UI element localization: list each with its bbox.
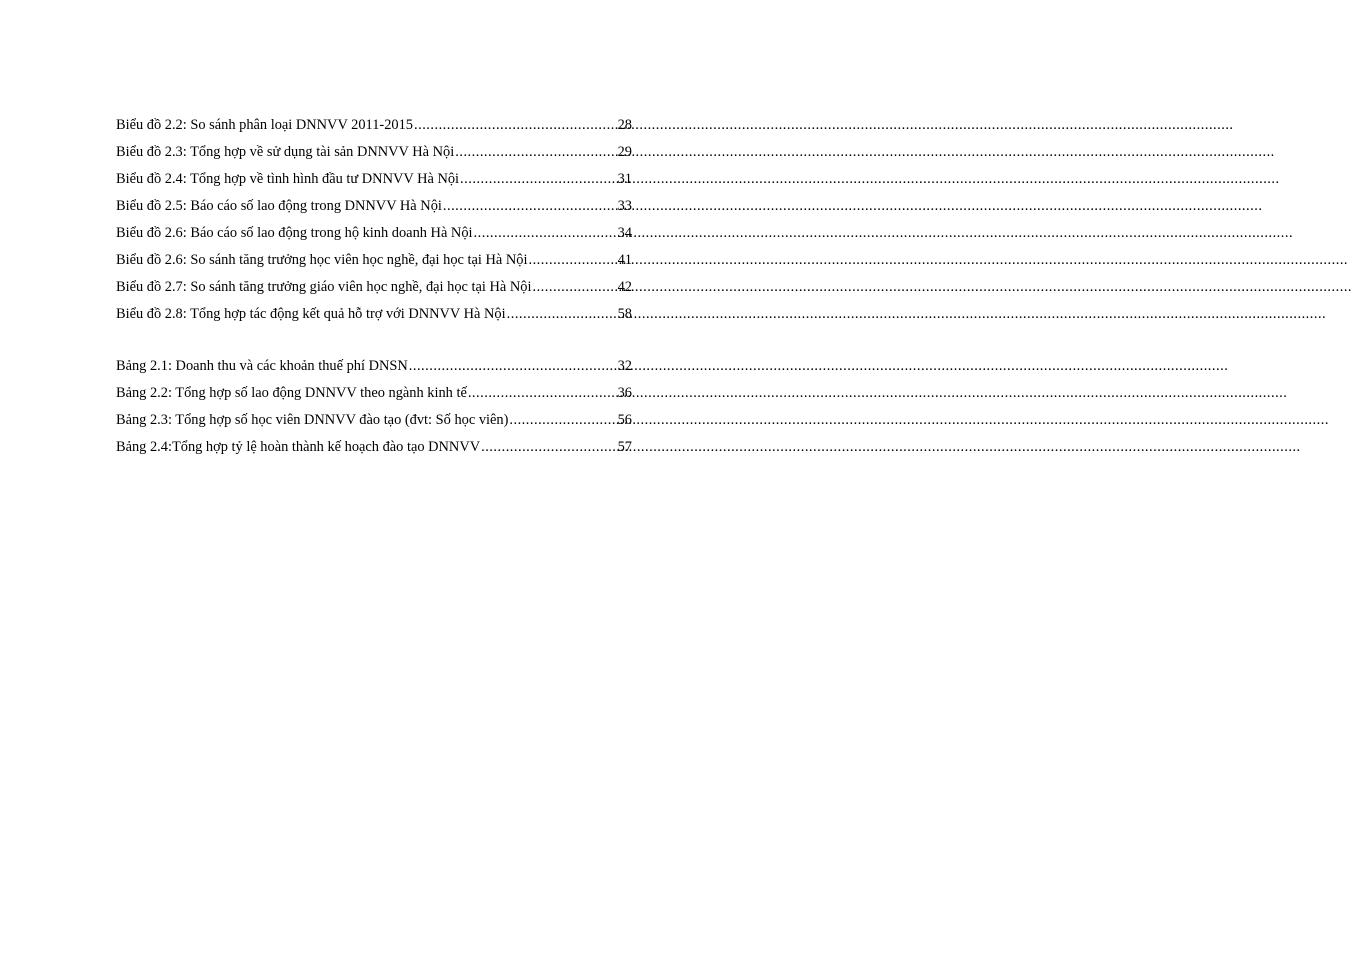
toc-entry (116, 142, 632, 169)
toc-entry (116, 356, 632, 383)
toc-entry-title: Biểu đồ 2.3: Tổng hợp về sử dụng tài sản DNNVV Hà Nội (116, 144, 455, 160)
toc-entry-title: Biểu đồ 2.4: Tổng hợp về tình hình đầu tư DNNVV Hà Nội (116, 171, 460, 187)
toc-entry-title: Bảng 2.1: Doanh thu và các khoản thuế phí DNSN (116, 358, 408, 374)
toc-entry-title: Biểu đồ 2.8: Tổng hợp tác động kết quả hỗ trợ với DNNVV Hà Nội (116, 306, 506, 322)
table-list (116, 356, 632, 464)
chart-list (116, 115, 632, 331)
dot-leader (414, 115, 617, 135)
toc-entry (116, 223, 632, 250)
toc-entry-page: 34 (617, 225, 632, 241)
dot-leader (474, 223, 617, 243)
toc-entry (116, 277, 632, 304)
toc-entry-title: Biểu đồ 2.7: So sánh tăng trưởng giáo viên học nghề, đại học tại Hà Nội (116, 279, 532, 295)
dot-leader (528, 250, 616, 270)
toc-entry-title: Bảng 2.4:Tổng hợp tỷ lệ hoàn thành kế hoạch đào tạo DNNVV (116, 439, 481, 455)
dot-leader (481, 437, 617, 457)
dot-leader (455, 142, 616, 162)
toc-entry-title: Biểu đồ 2.5: Báo cáo số lao động trong DNNVV Hà Nội (116, 198, 442, 214)
toc-entry (116, 383, 632, 410)
toc-entry (116, 304, 632, 331)
toc-entry (116, 410, 632, 437)
dot-leader (443, 196, 617, 216)
toc-entry-page: 36 (617, 385, 632, 401)
toc-entry-page: 29 (617, 144, 632, 160)
toc-entry-page: 57 (617, 439, 632, 455)
toc-entry-page: 33 (617, 198, 632, 214)
toc-entry (116, 437, 632, 464)
toc-entry-page: 41 (617, 252, 632, 268)
toc-entry (116, 115, 632, 142)
toc-entry-page: 32 (617, 358, 632, 374)
toc-entry (116, 169, 632, 196)
dot-leader (509, 410, 616, 430)
dot-leader (460, 169, 617, 189)
toc-entry-title: Bảng 2.3: Tổng hợp số học viên DNNVV đào tạo (đvt: Số học viên) (116, 412, 509, 428)
toc-entry-page: 28 (617, 117, 632, 133)
dot-leader (507, 304, 617, 324)
toc-entry-page: 58 (617, 306, 632, 322)
toc-entry (116, 196, 632, 223)
dot-leader (409, 356, 617, 376)
dot-leader (468, 383, 617, 403)
toc-entry-title: Biểu đồ 2.6: Báo cáo số lao động trong hộ kinh doanh Hà Nội (116, 225, 473, 241)
toc-entry-title: Biểu đồ 2.6: So sánh tăng trưởng học viên học nghề, đại học tại Hà Nội (116, 252, 528, 268)
toc-entry-page: 42 (617, 279, 632, 295)
toc-entry-page: 31 (617, 171, 632, 187)
toc-entry (116, 250, 632, 277)
toc-entry-title: Bảng 2.2: Tổng hợp số lao động DNNVV theo ngành kinh tế (116, 385, 467, 401)
dot-leader (532, 277, 616, 297)
toc-entry-title: Biểu đồ 2.2: So sánh phân loại DNNVV 2011-2015 (116, 117, 413, 133)
toc-entry-page: 56 (617, 412, 632, 428)
